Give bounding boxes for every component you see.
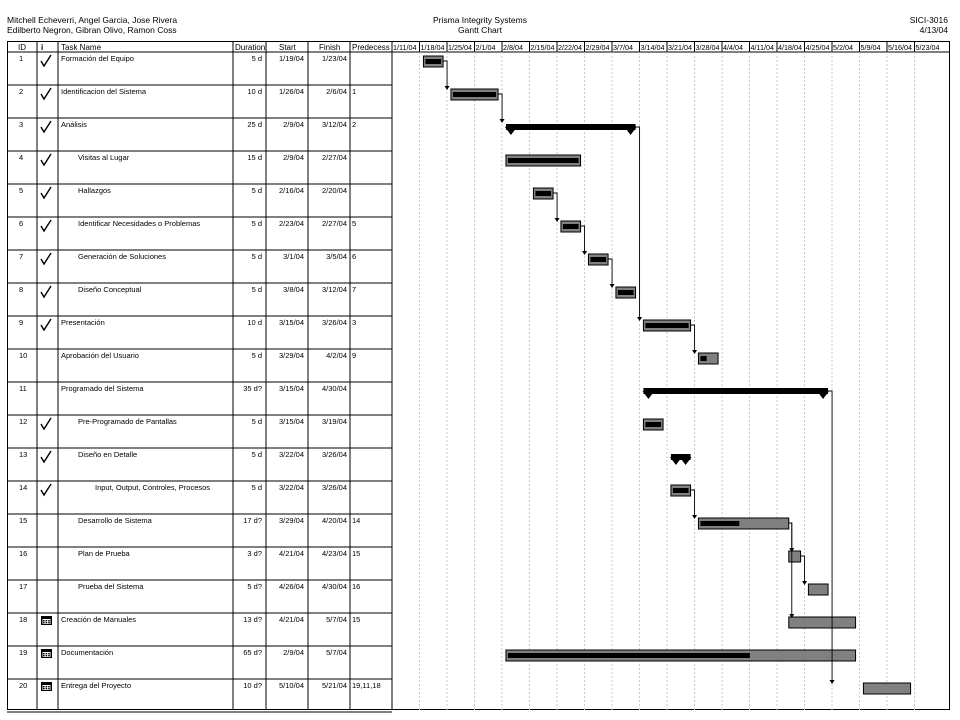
timescale-label: 1/11/04	[393, 43, 417, 52]
column-header-finish[interactable]: Finish	[319, 43, 341, 52]
course-code: SICI-3016	[909, 15, 948, 25]
gantt-grid	[7, 41, 950, 712]
task-id: 10	[19, 351, 28, 360]
task-start: 4/21/04	[278, 615, 304, 624]
task-id: 13	[19, 450, 28, 459]
timescale-label: 5/9/04	[860, 43, 881, 52]
task-duration: 5 d	[251, 219, 262, 228]
task-finish: 3/12/04	[321, 285, 347, 294]
table-row[interactable]	[19, 186, 347, 198]
task-predecessors: 1	[352, 87, 357, 96]
task-name: Identificar Necesidades o Problemas	[78, 219, 201, 228]
dependency-link	[789, 523, 795, 618]
task-duration: 5 d	[251, 483, 262, 492]
table-row[interactable]	[19, 516, 360, 525]
task-finish: 2/6/04	[326, 87, 347, 96]
report-date: 4/13/04	[919, 25, 948, 35]
task-name: Plan de Prueba	[78, 549, 130, 558]
table-row[interactable]	[19, 54, 347, 66]
task-name: Programado del Sistema	[61, 384, 144, 393]
task-id: 14	[19, 483, 28, 492]
timescale-label: 3/14/04	[640, 43, 665, 52]
task-predecessors: 5	[352, 219, 357, 228]
task-id: 5	[19, 186, 24, 195]
dependency-link	[691, 325, 698, 354]
task-finish: 5/7/04	[326, 648, 347, 657]
task-predecessors: 15	[352, 549, 361, 558]
task-start: 2/23/04	[278, 219, 304, 228]
task-duration: 15 d	[247, 153, 262, 162]
task-name: Identificacion del Sistema	[61, 87, 147, 96]
task-id: 1	[19, 54, 24, 63]
task-name: Diseño en Detalle	[78, 450, 138, 459]
task-start: 3/22/04	[278, 483, 304, 492]
task-id: 9	[19, 318, 24, 327]
task-bar[interactable]	[506, 155, 581, 166]
gantt-bars	[423, 56, 910, 694]
task-start: 3/1/04	[283, 252, 304, 261]
task-bar[interactable]	[789, 617, 856, 628]
dependency-link	[636, 127, 643, 321]
table-row[interactable]	[19, 153, 347, 165]
task-bar[interactable]	[533, 188, 553, 199]
task-rows	[19, 54, 381, 691]
task-start: 3/29/04	[278, 516, 304, 525]
task-bar[interactable]	[561, 221, 581, 232]
table-row[interactable]	[19, 252, 356, 264]
check-icon	[41, 187, 51, 198]
table-row[interactable]	[19, 483, 347, 495]
task-name: Pre-Programado de Pantallas	[78, 417, 177, 426]
check-icon	[41, 121, 51, 132]
check-icon	[41, 253, 51, 264]
task-name: Entrega del Proyecto	[61, 681, 132, 690]
calendar-icon	[41, 616, 52, 625]
task-bar[interactable]	[698, 518, 788, 529]
dependency-link	[608, 259, 615, 288]
table-row[interactable]	[19, 318, 356, 330]
task-predecessors: 14	[352, 516, 361, 525]
task-predecessors: 6	[352, 252, 357, 261]
timescale-label: 1/18/04	[420, 43, 445, 52]
table-row[interactable]	[19, 285, 356, 297]
task-finish: 4/30/04	[321, 384, 347, 393]
task-duration: 5 d	[251, 351, 262, 360]
check-icon	[41, 55, 51, 66]
task-id: 16	[19, 549, 28, 558]
timescale-label: 4/18/04	[778, 43, 802, 52]
calendar-icon	[41, 649, 52, 658]
task-name: Análisis	[61, 120, 87, 129]
task-finish: 3/19/04	[321, 417, 347, 426]
task-duration: 5 d	[251, 450, 262, 459]
table-row[interactable]	[19, 87, 356, 99]
table-row[interactable]	[19, 120, 356, 132]
task-predecessors: 7	[352, 285, 357, 294]
check-icon	[41, 418, 51, 429]
task-start: 3/15/04	[278, 318, 304, 327]
task-bar[interactable]	[451, 89, 498, 100]
task-name: Visitas al Lugar	[78, 153, 130, 162]
task-predecessors: 2	[352, 120, 357, 129]
table-row[interactable]	[19, 648, 347, 658]
task-id: 2	[19, 87, 24, 96]
task-finish: 4/20/04	[321, 516, 347, 525]
task-id: 3	[19, 120, 24, 129]
timescale-label: 2/22/04	[558, 43, 582, 52]
task-name: Diseño Conceptual	[78, 285, 142, 294]
task-duration: 10 d?	[243, 681, 262, 690]
check-icon	[41, 154, 51, 165]
timescale-label: 3/21/04	[668, 43, 692, 52]
task-finish: 2/20/04	[321, 186, 347, 195]
task-finish: 4/30/04	[321, 582, 347, 591]
task-duration: 5 d?	[247, 582, 262, 591]
task-start: 3/8/04	[283, 285, 304, 294]
column-header-indicator[interactable]: i	[41, 43, 44, 52]
task-id: 6	[19, 219, 24, 228]
summary-bar[interactable]	[670, 454, 692, 465]
column-header-task-name[interactable]: Task Name	[61, 43, 102, 52]
table-row[interactable]	[19, 417, 347, 429]
task-finish: 3/26/04	[321, 450, 347, 459]
task-finish: 5/21/04	[321, 681, 347, 690]
table-row[interactable]	[19, 681, 381, 691]
task-predecessors: 19,11,18	[352, 681, 381, 690]
task-start: 5/10/04	[278, 681, 304, 690]
dependency-link	[581, 226, 588, 255]
dependency-link	[553, 193, 560, 222]
task-start: 2/16/04	[278, 186, 304, 195]
task-bar[interactable]	[808, 584, 828, 595]
check-icon	[41, 484, 51, 495]
task-duration: 10 d	[247, 318, 262, 327]
task-bar[interactable]	[506, 650, 856, 661]
task-start: 3/29/04	[278, 351, 304, 360]
task-bar[interactable]	[588, 254, 608, 265]
task-start: 1/26/04	[278, 87, 304, 96]
task-start: 2/9/04	[283, 120, 304, 129]
column-header-predecessors[interactable]: Predecess	[352, 43, 390, 52]
task-id: 18	[19, 615, 28, 624]
task-bar[interactable]	[789, 551, 801, 562]
timescale-label: 1/25/04	[448, 43, 472, 52]
column-header-id[interactable]: ID	[18, 43, 26, 52]
task-id: 19	[19, 648, 28, 657]
dependency-link	[828, 391, 835, 684]
task-name: Creación de Manuales	[61, 615, 137, 624]
task-bar[interactable]	[643, 320, 690, 331]
task-name: Aprobación del Usuario	[61, 351, 139, 360]
task-bar[interactable]	[616, 287, 636, 298]
task-bar[interactable]	[643, 419, 663, 430]
task-id: 12	[19, 417, 28, 426]
task-finish: 3/26/04	[321, 483, 347, 492]
dependency-link	[443, 61, 450, 90]
task-name: Generación de Soluciones	[78, 252, 166, 261]
task-finish: 3/5/04	[326, 252, 347, 261]
task-finish: 3/26/04	[321, 318, 347, 327]
task-finish: 5/7/04	[326, 615, 347, 624]
task-duration: 3 d?	[247, 549, 262, 558]
timescale-label: 4/11/04	[750, 43, 774, 52]
check-icon	[41, 286, 51, 297]
task-name: Input, Output, Controles, Procesos	[95, 483, 211, 492]
check-icon	[41, 451, 51, 462]
table-row[interactable]	[19, 384, 347, 393]
task-finish: 4/2/04	[326, 351, 347, 360]
task-duration: 5 d	[251, 54, 262, 63]
timescale-label: 4/25/04	[805, 43, 830, 52]
task-finish: 2/27/04	[321, 153, 347, 162]
dependency-link	[691, 490, 698, 519]
task-start: 4/21/04	[278, 549, 304, 558]
authors-line-2: Edilberto Negron, Gibran Olivo, Ramon Coss	[7, 25, 177, 35]
check-icon	[41, 220, 51, 231]
task-bar[interactable]	[671, 485, 691, 496]
dependency-link	[801, 556, 808, 585]
task-finish: 2/27/04	[321, 219, 347, 228]
task-id: 8	[19, 285, 24, 294]
task-name: Formación del Equipo	[61, 54, 134, 63]
task-duration: 25 d	[247, 120, 262, 129]
table-row[interactable]	[19, 615, 360, 625]
task-duration: 5 d	[251, 417, 262, 426]
task-table	[18, 43, 390, 52]
task-duration: 35 d?	[243, 384, 262, 393]
timescale-label: 2/1/04	[475, 43, 496, 52]
task-duration: 5 d	[251, 186, 262, 195]
task-id: 15	[19, 516, 28, 525]
task-start: 4/26/04	[278, 582, 304, 591]
task-duration: 65 d?	[243, 648, 262, 657]
task-predecessors: 16	[352, 582, 361, 591]
task-start: 1/19/04	[278, 54, 304, 63]
task-duration: 17 d?	[243, 516, 262, 525]
table-row[interactable]	[19, 450, 347, 462]
document-title: Gantt Chart	[458, 25, 502, 35]
column-header-start[interactable]: Start	[279, 43, 296, 52]
task-predecessors: 3	[352, 318, 357, 327]
task-name: Prueba del Sistema	[78, 582, 144, 591]
task-start: 3/15/04	[278, 417, 304, 426]
task-id: 4	[19, 153, 24, 162]
task-id: 20	[19, 681, 28, 690]
timescale-label: 5/2/04	[833, 43, 853, 52]
dependency-link	[498, 94, 505, 123]
table-row[interactable]	[19, 582, 360, 591]
timescale-label: 2/8/04	[503, 43, 523, 52]
timescale-label: 5/16/04	[888, 43, 912, 52]
table-row[interactable]	[19, 219, 356, 231]
task-start: 2/9/04	[283, 153, 304, 162]
timescale-label: 3/7/04	[613, 43, 633, 52]
task-start: 2/9/04	[283, 648, 304, 657]
task-id: 7	[19, 252, 24, 261]
task-id: 11	[19, 384, 27, 393]
task-name: Presentación	[61, 318, 105, 327]
task-predecessors: 15	[352, 615, 361, 624]
task-finish: 3/12/04	[321, 120, 347, 129]
task-name: Hallazgos	[78, 186, 111, 195]
authors-line-1: Mitchell Echeverri, Angel Garcia, Jose Rivera	[7, 15, 178, 25]
task-predecessors: 9	[352, 351, 357, 360]
task-name: Desarrollo de Sistema	[78, 516, 152, 525]
check-icon	[41, 88, 51, 99]
task-bar[interactable]	[863, 683, 910, 694]
timescale-label: 4/4/04	[723, 43, 743, 52]
summary-bar[interactable]	[642, 388, 829, 399]
timescale-label: 2/29/04	[585, 43, 610, 52]
calendar-icon	[41, 682, 52, 691]
table-row[interactable]	[19, 549, 360, 558]
task-duration: 5 d	[251, 285, 262, 294]
task-finish: 1/23/04	[321, 54, 347, 63]
timescale-label: 3/28/04	[695, 43, 720, 52]
timescale-label: 2/15/04	[530, 43, 555, 52]
timescale-label: 5/23/04	[915, 43, 940, 52]
task-bar[interactable]	[423, 56, 443, 67]
task-finish: 4/23/04	[321, 549, 347, 558]
task-duration: 5 d	[251, 252, 262, 261]
task-start: 3/15/04	[278, 384, 304, 393]
column-header-duration[interactable]: Duration	[235, 43, 266, 52]
task-bar[interactable]	[698, 353, 718, 364]
check-icon	[41, 319, 51, 330]
task-duration: 13 d?	[243, 615, 262, 624]
task-name: Documentación	[61, 648, 114, 657]
task-id: 17	[19, 582, 28, 591]
summary-bar[interactable]	[505, 124, 637, 135]
timescale-header	[393, 41, 939, 52]
table-row[interactable]	[19, 351, 356, 360]
task-duration: 10 d	[247, 87, 262, 96]
task-start: 3/22/04	[278, 450, 304, 459]
company-name: Prisma Integrity Systems	[433, 15, 527, 25]
